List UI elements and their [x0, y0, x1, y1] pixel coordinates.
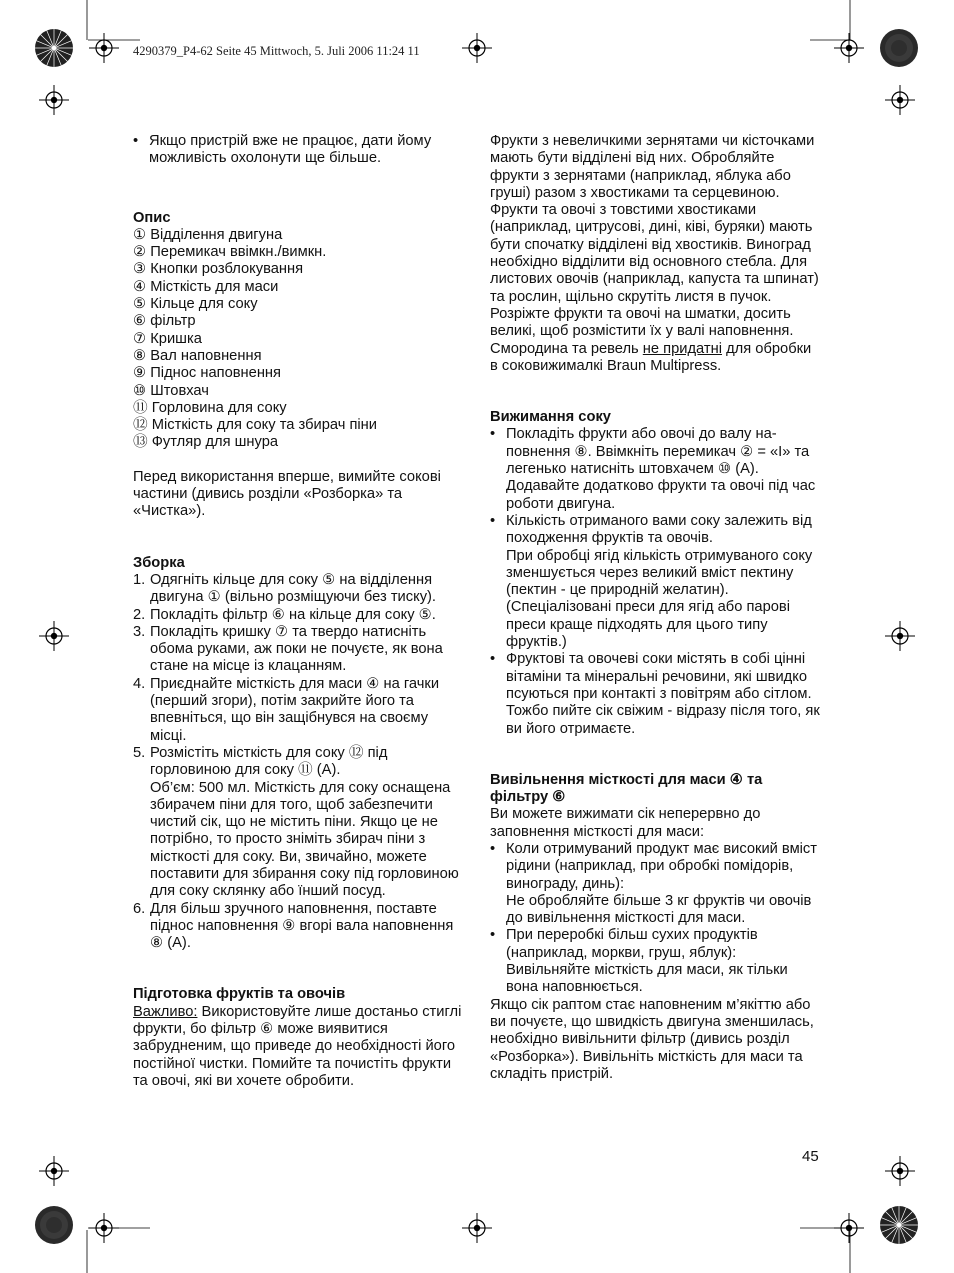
description-heading: Опис: [133, 209, 171, 226]
emptying-list: [490, 841, 822, 997]
parts-list-item: ④ Місткість для маси: [133, 278, 279, 295]
assembly-step: 5. Розмістіть місткість для соку ⑫ під горловиною для соку ⑪ (A). Об’єм: 500 мл. Місткість для соку оснащена збирачем піни для того, щоб забезпечити чистий сік, що не містить піни. Якщо це не потрібно, то просто зніміть збирач піни з місткості для соку. Ви, звичайно, можете поставити для збирання соку під горловиною для соку склянку або їнший посуд.: [133, 744, 459, 900]
important-label: Важливо:: [133, 1003, 198, 1020]
left-column: [133, 133, 463, 1090]
parts-list-item: ⑫ Місткість для соку та збирач піни: [133, 417, 377, 434]
juicing-list: [490, 426, 822, 737]
fruit-prep-paragraph: Фрукти з невеличкими зернятами чи кісточками мають бути відділені від них. Обробляйте фрукти з зернятами (наприклад, яблука або груші) разом з хвостиками та серцевиною. Фрукти та овочі з товстими хвостиками (наприклад, цитрусові, дині, ківі, буряки) мають бути спочатку відділені від хвостиків. Виноград необхідно відділити від основного стебла. Для листових овочів (наприклад, капуста та шпинат) та рослин, щільно скрутіть листя в пучок. Розріжте фрукти та овочі на шматки, досить великі, щоб розмістити їх у валі наповнення. Смородина та ревель не придатні для обробки в соковижималкі Braun Multipress.: [490, 133, 819, 374]
preparation-heading: Підготовка фруктів та овочів: [133, 986, 346, 1003]
assembly-heading: Зборка: [133, 554, 185, 571]
parts-list-item: ⑥ фільтр: [133, 313, 196, 330]
assembly-step: 6. Для більш зручного наповнення, поставте піднос наповнення ⑨ вгорі вала наповнення ⑧ (A).: [133, 900, 454, 952]
emptying-bullet: • Коли отримуваний продукт має високий вміст рідини (наприклад, при обробкі помідорів, винограду, динь): Не обробляйте більше 3 кг фруктів чи овочів до вивільнення місткості для маси.: [490, 841, 822, 927]
intro-list: [133, 133, 463, 168]
preparation-paragraph: Важливо: Використовуйте лише достаньо стиглі фрукти, бо фільтр ⑥ може виявитися забрудненим, що приведе до необхідності його постійної чистки. Помийте та почистіть фрукти та овочі, які ви хочете обробити.: [133, 1003, 462, 1089]
berry-note: При обробці ягід кількість отримуваного соку зменшується через великий вміст пектину (пектин - це природній желатин). (Спеціалізовані преси для ягід або парові преси краще підходять для цього типу фруктів.): [506, 547, 813, 651]
intro-bullet: • Якщо пристрій вже не працює, дати йому можливість охолонути ще більше.: [133, 133, 463, 168]
assembly-step: 2. Покладіть фільтр ⑥ на кільце для соку ⑤.: [133, 606, 436, 623]
parts-list: [133, 227, 463, 452]
right-column: [490, 133, 822, 1083]
parts-list-item: ⑤ Кільце для соку: [133, 296, 258, 313]
parts-list-item: ⑩ Штовхач: [133, 382, 209, 399]
parts-list-item: ⑧ Вал наповнення: [133, 347, 262, 364]
assembly-steps: [133, 572, 463, 953]
assembly-step: 3. Покладіть кришку ⑦ та твердо натисніть обома руками, аж поки не почуєте, як вона стане на місце із клацанням.: [133, 623, 443, 675]
parts-list-item: ③ Кнопки розблокування: [133, 261, 304, 278]
parts-list-item: ⑨ Піднос наповнення: [133, 365, 282, 382]
juicing-heading: Вижимання соку: [490, 409, 611, 426]
emptying-heading: Вивільнення місткості для маси ④ та фільтру ⑥: [490, 771, 763, 806]
assembly-step-note: Об’єм: 500 мл. Місткість для соку оснащена збирачем піни для того, щоб забезпечити чистий сік, що не містить піни. Якщо це не потрібно, то просто зніміть збирач піни з місткості для соку. Ви, звичайно, можете поставити для збирання соку під горловиною для соку склянку або їнший посуд.: [150, 779, 459, 900]
parts-list-item: ⑪ Горловина для соку: [133, 399, 287, 416]
print-slug: 4290379_P4-62 Seite 45 Mittwoch, 5. Juli 2006 11:24 11: [133, 44, 420, 58]
not-suitable-text: не придатні: [642, 340, 723, 357]
emptying-intro: Ви можете вижимати сік неперервно до заповнення місткості для маси:: [490, 806, 761, 840]
first-use-paragraph: Перед використання вперше, вимийте сокові частини (дивись розділи «Розборка» та «Чистка»).: [133, 468, 441, 520]
emptying-final-paragraph: Якщо сік раптом стає наповненим м’якіттю або ви почуєте, що швидкість двигуна зменшилась, необхідно вивільнити фільтр (дивись розділ «Розборка»). Вивільніть місткість для маси та складіть пристрій.: [490, 996, 814, 1082]
parts-list-item: ⑦ Кришка: [133, 330, 202, 347]
page-number: 45: [802, 1148, 819, 1165]
parts-list-item: ② Перемикач ввімкн./вимкн.: [133, 244, 327, 261]
assembly-step: 4. Приєднайте місткість для маси ④ на гачки (перший згори), потім закрийте його та впевніться, що він защібнувся на своєму місці.: [133, 675, 440, 744]
juicing-bullet: • Кількість отриманого вами соку залежить від походження фруктів та овочів. При обробці ягід кількість отримуваного соку зменшується через великий вміст пектину (пектин - це природній желатин). (Спеціалізовані преси для ягід або парові преси краще підходять для цього типу фруктів.): [490, 513, 822, 651]
juicing-bullet: • Фруктові та овочеві соки містять в собі цінні вітаміни та мінеральні речовини, які швидко псуються при контакті з повітрям або сітлом. Тожбо пийте сік свіжим - відразу після того, як ви його отримаєте.: [490, 651, 822, 737]
assembly-step: 1. Одягніть кільце для соку ⑤ на відділення двигуна ① (вільно розміщуючи без тиску).: [133, 571, 437, 606]
parts-list-item: ⑬ Футляр для шнура: [133, 434, 279, 451]
parts-list-item: ① Відділення двигуна: [133, 226, 283, 243]
emptying-bullet: • При переробкі більш сухих продуктів (наприклад, моркви, груш, яблук): Вивільняйте місткість для маси, як тільки вона наповнюється.: [490, 927, 822, 996]
juicing-bullet: • Покладіть фрукти або овочі до валу наповнення ⑧. Ввімкніть перемикач ② = «I» та легенько натисніть штовхачем ⑩ (A). Додавайте додатково фрукти та овочі під час роботи двигуна.: [490, 426, 822, 512]
